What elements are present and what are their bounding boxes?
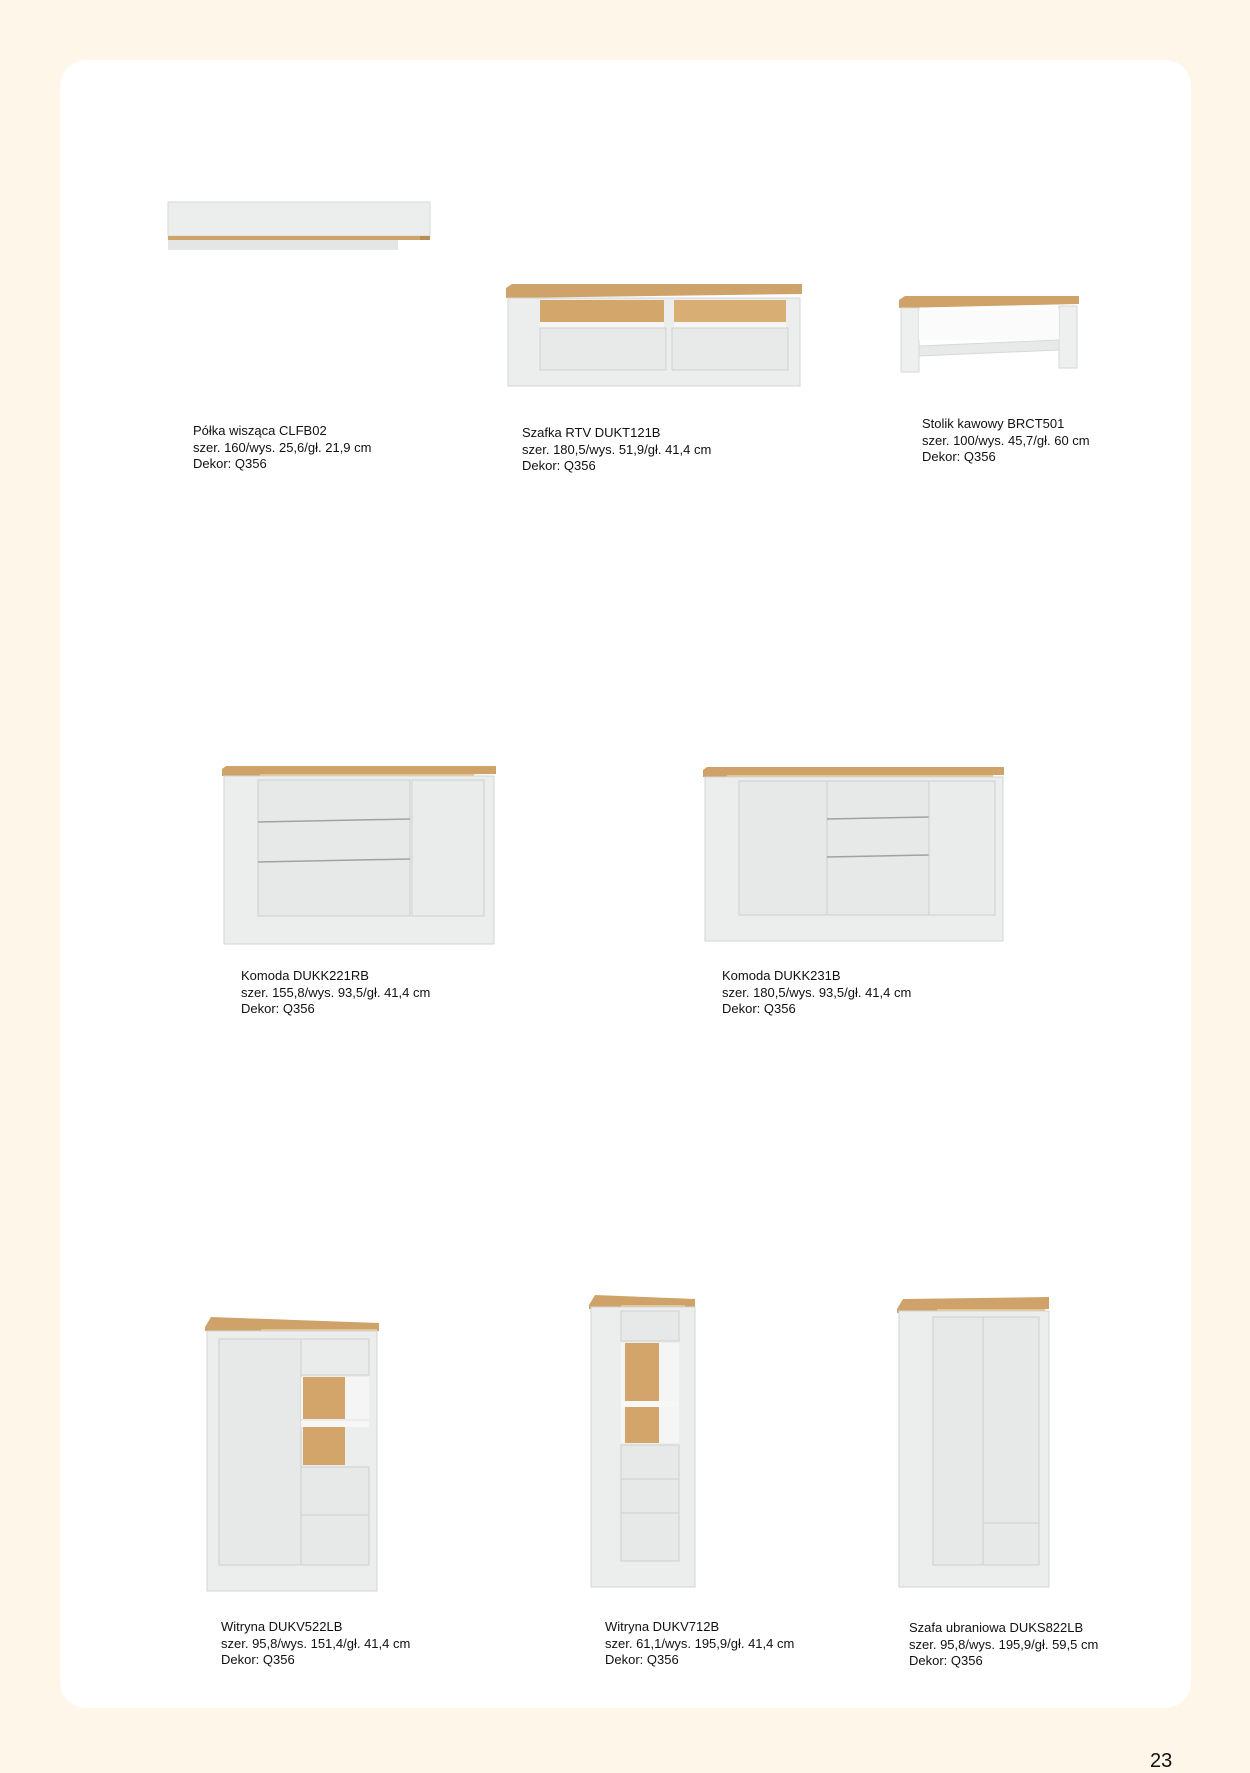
product-image-dresser-221 xyxy=(222,766,498,946)
product-decor: Dekor: Q356 xyxy=(922,449,996,464)
product-image-coffee-table xyxy=(899,296,1081,374)
product-name: Szafka RTV DUKT121B xyxy=(522,425,661,440)
product-name: Witryna DUKV712B xyxy=(605,1619,720,1634)
caption-coffee-table xyxy=(922,416,1090,466)
page-number: 23 xyxy=(1150,1750,1173,1772)
product-image-tv-cabinet xyxy=(506,284,802,388)
product-dimensions: szer. 61,1/wys. 195,9/gł. 41,4 cm xyxy=(605,1635,795,1651)
product-name: Stolik kawowy BRCT501 xyxy=(922,416,1065,431)
caption-dresser-221 xyxy=(241,968,430,1018)
product-name: Witryna DUKV522LB xyxy=(221,1619,343,1634)
product-image-display-712 xyxy=(589,1295,697,1589)
product-dimensions: szer. 155,8/wys. 93,5/gł. 41,4 cm xyxy=(241,984,431,1000)
caption-tv-cabinet xyxy=(522,425,711,475)
product-decor: Dekor: Q356 xyxy=(221,1652,295,1667)
product-dimensions: szer. 180,5/wys. 93,5/gł. 41,4 cm xyxy=(722,984,912,1000)
product-name: Szafa ubraniowa DUKS822LB xyxy=(909,1620,1084,1635)
product-decor: Dekor: Q356 xyxy=(722,1001,796,1016)
product-decor: Dekor: Q356 xyxy=(193,456,267,471)
product-image-display-522 xyxy=(205,1317,381,1593)
product-decor: Dekor: Q356 xyxy=(522,458,596,473)
product-dimensions: szer. 95,8/wys. 195,9/gł. 59,5 cm xyxy=(909,1636,1099,1652)
product-image-wardrobe xyxy=(897,1297,1051,1589)
caption-shelf xyxy=(193,423,371,473)
product-image-dresser-231 xyxy=(703,767,1005,943)
caption-display-522 xyxy=(221,1619,410,1669)
product-dimensions: szer. 180,5/wys. 51,9/gł. 41,4 cm xyxy=(522,441,712,457)
product-name: Półka wisząca CLFB02 xyxy=(193,423,327,438)
caption-display-712 xyxy=(605,1619,794,1669)
product-dimensions: szer. 95,8/wys. 151,4/gł. 41,4 cm xyxy=(221,1635,411,1651)
product-decor: Dekor: Q356 xyxy=(241,1001,315,1016)
caption-dresser-231 xyxy=(722,968,911,1018)
product-decor: Dekor: Q356 xyxy=(605,1652,679,1667)
product-dimensions: szer. 160/wys. 25,6/gł. 21,9 cm xyxy=(193,439,372,455)
product-decor: Dekor: Q356 xyxy=(909,1653,983,1668)
product-name: Komoda DUKK221RB xyxy=(241,968,369,983)
product-image-shelf xyxy=(166,202,432,252)
product-name: Komoda DUKK231B xyxy=(722,968,841,983)
product-dimensions: szer. 100/wys. 45,7/gł. 60 cm xyxy=(922,432,1090,448)
caption-wardrobe xyxy=(909,1620,1098,1670)
